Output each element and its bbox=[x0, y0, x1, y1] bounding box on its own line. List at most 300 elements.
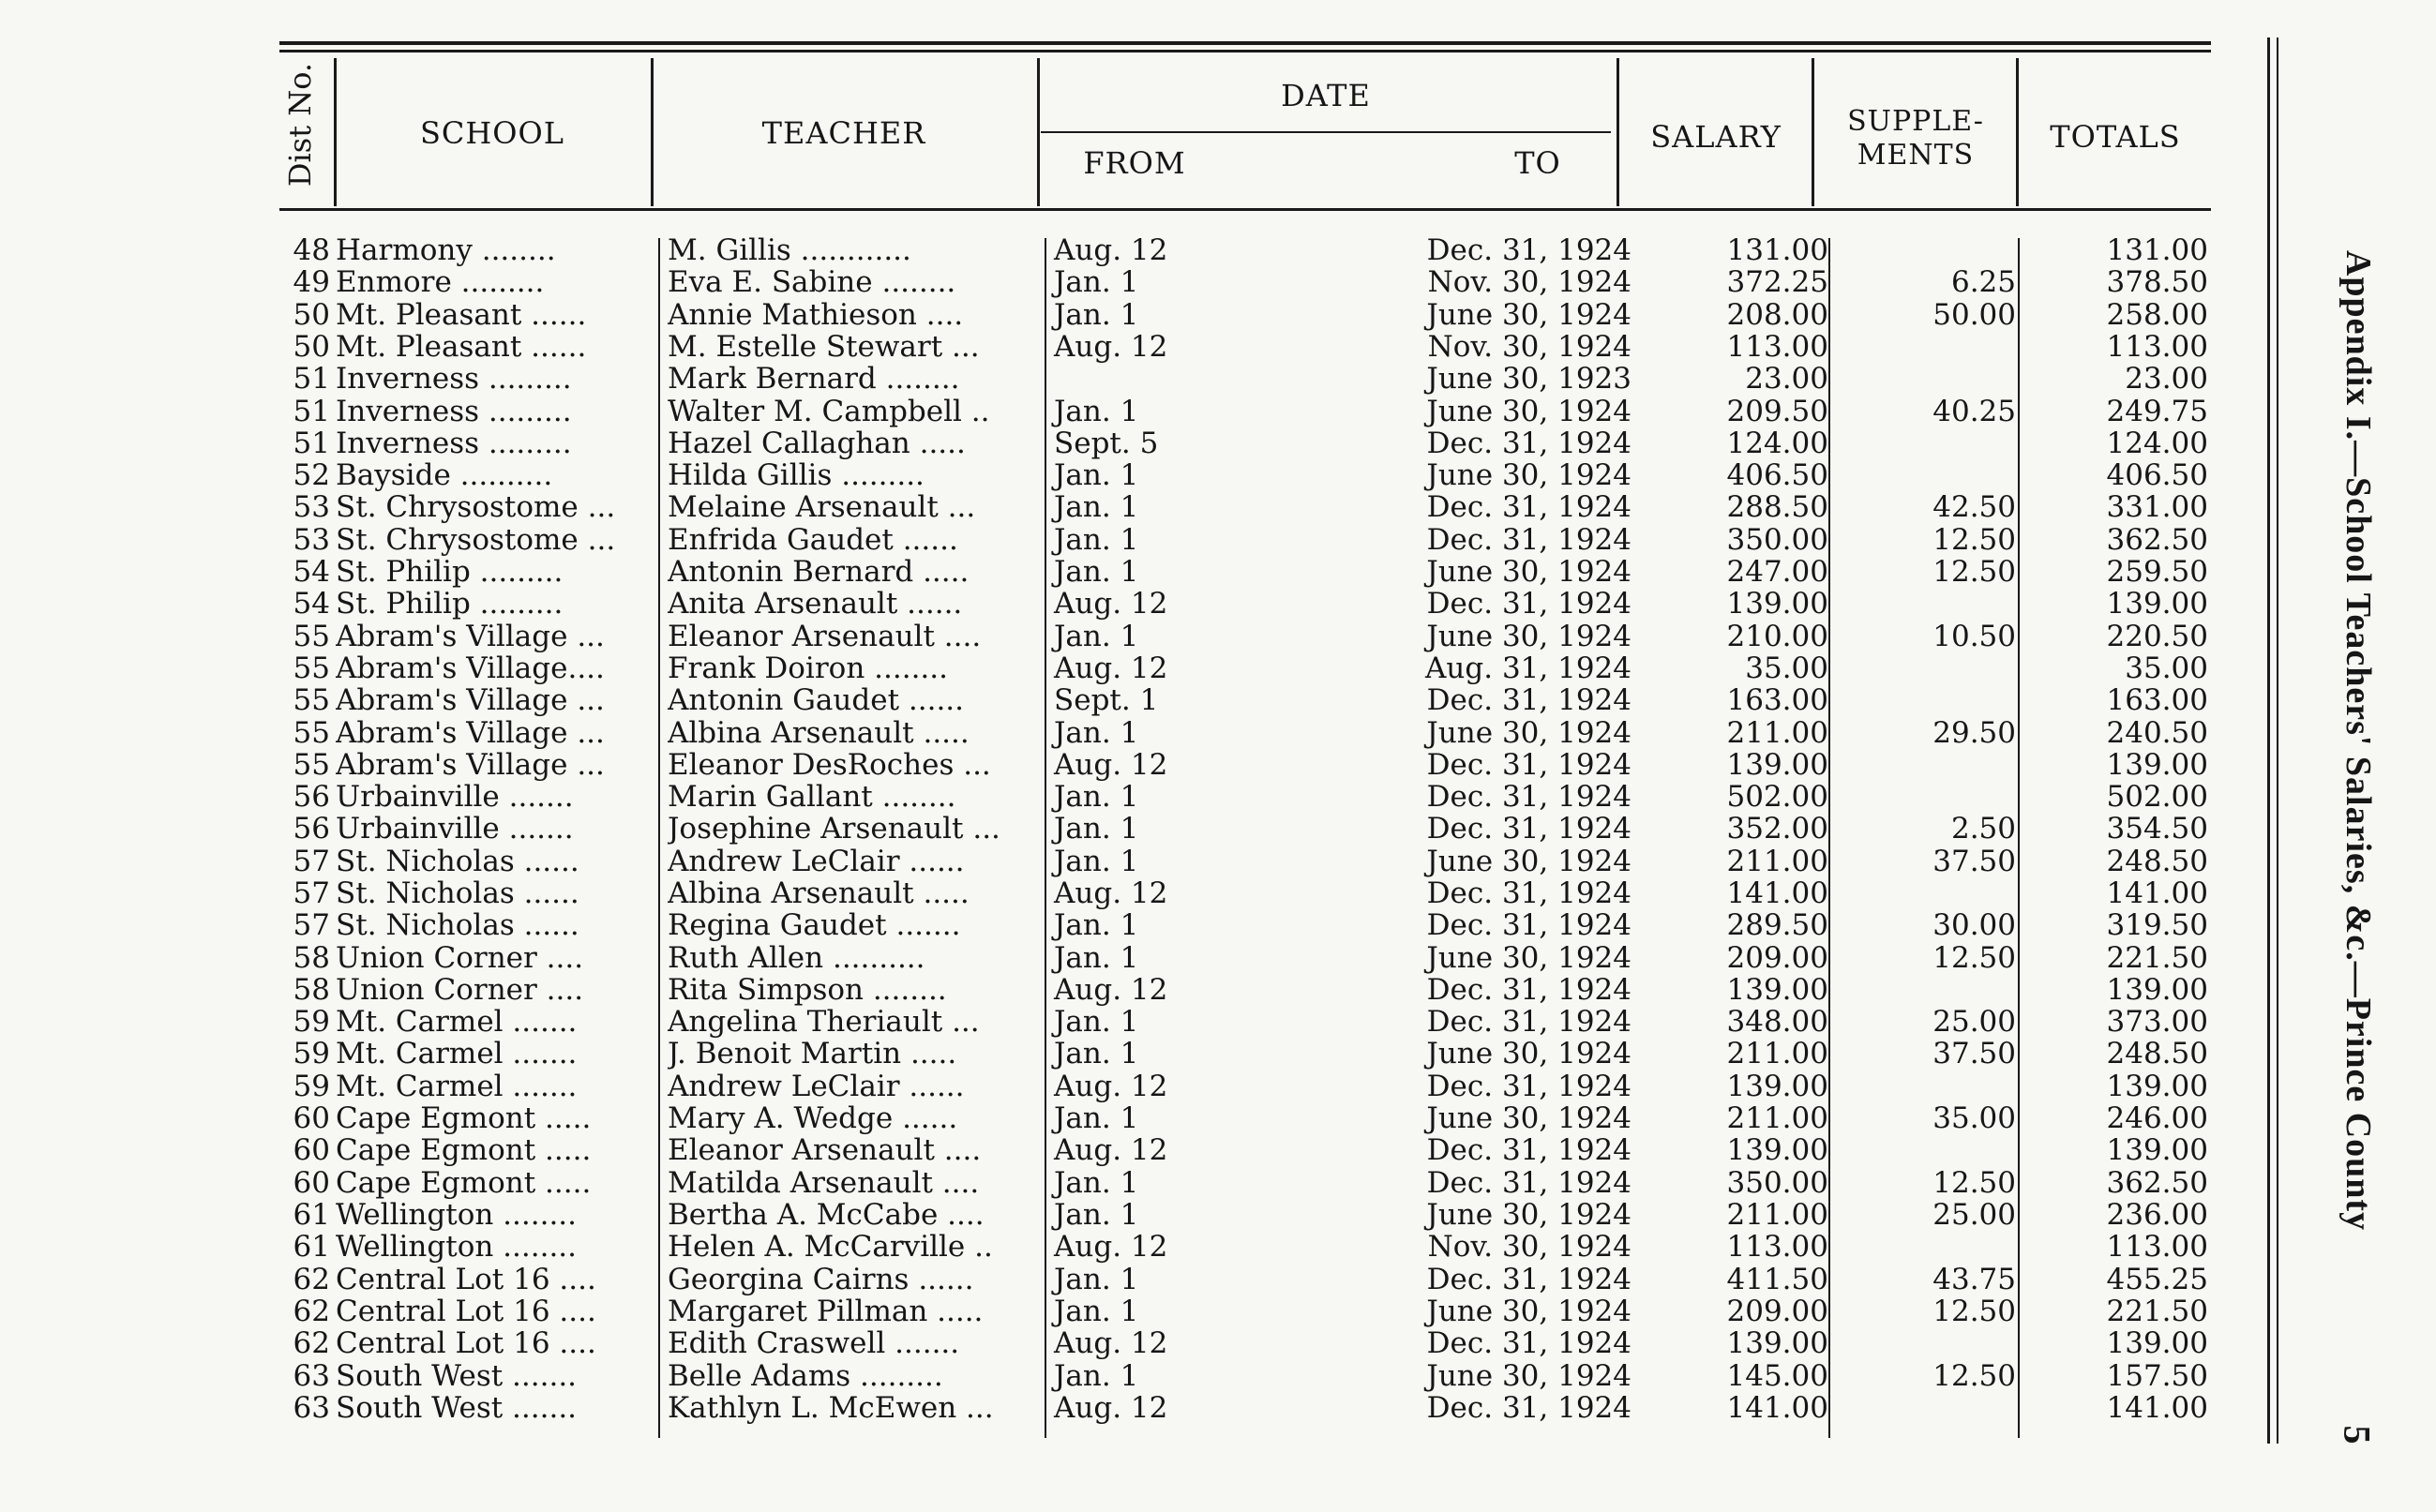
salary-cell: 139.00 bbox=[1726, 748, 1828, 782]
salary-cell: 289.50 bbox=[1726, 908, 1828, 942]
teacher-cell: Antonin Bernard ..... bbox=[668, 556, 970, 588]
dist-no-cell: 51 bbox=[293, 362, 330, 396]
school-cell: Cape Egmont ..... bbox=[336, 1167, 592, 1199]
table-row bbox=[0, 652, 2250, 684]
header-supplements-2: MENTS bbox=[1857, 139, 1975, 172]
table-row bbox=[0, 491, 2250, 523]
teacher-cell: Mark Bernard ........ bbox=[668, 363, 960, 395]
from-date-cell: Aug. 12 bbox=[1054, 1230, 1168, 1264]
supplements-cell: 43.75 bbox=[1932, 1263, 2016, 1296]
total-cell: 331.00 bbox=[2106, 490, 2208, 524]
total-cell: 157.50 bbox=[2106, 1359, 2208, 1393]
to-date-cell: Dec. 31, 1924 bbox=[1426, 490, 1632, 524]
to-date-cell: Dec. 31, 1924 bbox=[1426, 812, 1632, 846]
total-cell: 163.00 bbox=[2106, 683, 2208, 717]
salary-cell: 141.00 bbox=[1726, 1391, 1828, 1425]
teacher-cell: Andrew LeClair ...... bbox=[668, 846, 965, 877]
total-cell: 373.00 bbox=[2106, 1005, 2208, 1039]
salary-cell: 23.00 bbox=[1745, 362, 1828, 396]
teacher-cell: Edith Craswell ....... bbox=[668, 1327, 960, 1359]
teacher-cell: Matilda Arsenault .... bbox=[668, 1167, 980, 1199]
table-row bbox=[0, 1327, 2250, 1359]
from-date-cell: Jan. 1 bbox=[1054, 555, 1139, 589]
to-date-cell: June 30, 1924 bbox=[1426, 1101, 1632, 1135]
from-date-cell: Aug. 12 bbox=[1054, 876, 1168, 910]
table-row bbox=[0, 1360, 2250, 1392]
dist-no-cell: 52 bbox=[293, 458, 330, 492]
supplements-cell: 37.50 bbox=[1932, 845, 2016, 878]
from-date-cell: Jan. 1 bbox=[1054, 1005, 1139, 1039]
school-cell: Mt. Pleasant ...... bbox=[336, 331, 587, 363]
total-cell: 362.50 bbox=[2106, 523, 2208, 557]
school-cell: St. Chrysostome ... bbox=[336, 524, 616, 556]
total-cell: 221.50 bbox=[2106, 1295, 2208, 1328]
header-teacher: TEACHER bbox=[761, 115, 926, 151]
from-date-cell: Jan. 1 bbox=[1054, 941, 1139, 975]
header-sep-supp bbox=[2016, 58, 2019, 206]
salary-cell: 211.00 bbox=[1726, 845, 1828, 878]
table-row bbox=[0, 266, 2250, 298]
teacher-cell: Georgina Cairns ...... bbox=[668, 1264, 974, 1295]
to-date-cell: June 30, 1924 bbox=[1426, 298, 1632, 332]
from-date-cell: Jan. 1 bbox=[1054, 265, 1139, 299]
dist-no-cell: 50 bbox=[293, 298, 330, 332]
to-date-cell: Dec. 31, 1924 bbox=[1426, 1005, 1632, 1039]
dist-no-cell: 59 bbox=[293, 1005, 330, 1039]
header-to: TO bbox=[1514, 145, 1561, 181]
table-row bbox=[0, 459, 2250, 491]
from-date-cell: Aug. 12 bbox=[1054, 233, 1168, 267]
header-sep-school bbox=[651, 58, 654, 206]
total-cell: 113.00 bbox=[2106, 330, 2208, 364]
teacher-cell: Eleanor Arsenault .... bbox=[668, 621, 982, 652]
dist-no-cell: 56 bbox=[293, 812, 330, 846]
total-cell: 240.50 bbox=[2106, 716, 2208, 750]
top-rule bbox=[279, 41, 2211, 45]
from-date-cell: Jan. 1 bbox=[1054, 620, 1139, 653]
to-date-cell: Dec. 31, 1924 bbox=[1426, 523, 1632, 557]
salary-cell: 348.00 bbox=[1726, 1005, 1828, 1039]
teacher-cell: Eva E. Sabine ........ bbox=[668, 266, 956, 298]
supplements-cell: 12.50 bbox=[1932, 1359, 2016, 1393]
teacher-cell: Josephine Arsenault ... bbox=[668, 813, 1000, 845]
teacher-cell: Walter M. Campbell .. bbox=[668, 396, 990, 427]
salary-cell: 145.00 bbox=[1726, 1359, 1828, 1393]
supplements-cell: 10.50 bbox=[1932, 620, 2016, 653]
school-cell: Central Lot 16 .... bbox=[336, 1295, 596, 1327]
table-row bbox=[0, 1134, 2250, 1166]
dist-no-cell: 55 bbox=[293, 716, 330, 750]
dist-no-cell: 58 bbox=[293, 941, 330, 975]
salary-cell: 131.00 bbox=[1726, 233, 1828, 267]
school-cell: Abram's Village ... bbox=[336, 621, 605, 652]
table-row bbox=[0, 1264, 2250, 1295]
dist-no-cell: 56 bbox=[293, 780, 330, 814]
from-date-cell: Jan. 1 bbox=[1054, 1359, 1139, 1393]
dist-no-cell: 53 bbox=[293, 490, 330, 524]
teacher-cell: Helen A. McCarville .. bbox=[668, 1231, 993, 1263]
teacher-cell: Andrew LeClair ...... bbox=[668, 1070, 965, 1102]
from-date-cell: Aug. 12 bbox=[1054, 1070, 1168, 1103]
table-row bbox=[0, 621, 2250, 652]
total-cell: 139.00 bbox=[2106, 1070, 2208, 1103]
header-supplements-1: SUPPLE- bbox=[1847, 105, 1984, 138]
to-date-cell: June 30, 1924 bbox=[1426, 1295, 1632, 1328]
table-row bbox=[0, 717, 2250, 749]
header-from: FROM bbox=[1083, 145, 1186, 181]
teacher-cell: Anita Arsenault ...... bbox=[668, 588, 963, 620]
dist-no-cell: 60 bbox=[293, 1166, 330, 1200]
dist-no-cell: 54 bbox=[293, 555, 330, 589]
table-row bbox=[0, 299, 2250, 331]
table-row bbox=[0, 846, 2250, 877]
dist-no-cell: 60 bbox=[293, 1133, 330, 1167]
header-date: DATE bbox=[1281, 78, 1371, 113]
school-cell: Urbainville ....... bbox=[336, 781, 574, 813]
teacher-cell: Margaret Pillman ..... bbox=[668, 1295, 984, 1327]
school-cell: St. Nicholas ...... bbox=[336, 877, 579, 909]
total-cell: 258.00 bbox=[2106, 298, 2208, 332]
salary-cell: 352.00 bbox=[1726, 812, 1828, 846]
school-cell: Bayside .......... bbox=[336, 459, 553, 491]
from-date-cell: Jan. 1 bbox=[1054, 845, 1139, 878]
supplements-cell: 50.00 bbox=[1932, 298, 2016, 332]
to-date-cell: June 30, 1924 bbox=[1426, 941, 1632, 975]
total-cell: 259.50 bbox=[2106, 555, 2208, 589]
salary-cell: 139.00 bbox=[1726, 1326, 1828, 1360]
total-cell: 502.00 bbox=[2106, 780, 2208, 814]
total-cell: 113.00 bbox=[2106, 1230, 2208, 1264]
teacher-cell: Rita Simpson ........ bbox=[668, 974, 947, 1006]
table-row bbox=[0, 1199, 2250, 1231]
from-date-cell: Aug. 12 bbox=[1054, 651, 1168, 685]
salary-cell: 288.50 bbox=[1726, 490, 1828, 524]
school-cell: Inverness ......... bbox=[336, 396, 572, 427]
school-cell: Wellington ........ bbox=[336, 1199, 578, 1231]
from-date-cell: Jan. 1 bbox=[1054, 908, 1139, 942]
to-date-cell: Nov. 30, 1924 bbox=[1427, 330, 1632, 364]
school-cell: St. Chrysostome ... bbox=[336, 491, 616, 523]
table-row bbox=[0, 234, 2250, 266]
school-cell: Inverness ......... bbox=[336, 427, 572, 459]
teacher-cell: Albina Arsenault ..... bbox=[668, 877, 970, 909]
total-cell: 131.00 bbox=[2106, 233, 2208, 267]
teacher-cell: Regina Gaudet ....... bbox=[668, 909, 961, 941]
school-cell: Mt. Carmel ....... bbox=[336, 1006, 578, 1038]
header-dist-no: Dist No. bbox=[282, 62, 318, 187]
school-cell: Cape Egmont ..... bbox=[336, 1102, 592, 1134]
table-row bbox=[0, 331, 2250, 363]
supplements-cell: 40.25 bbox=[1932, 395, 2016, 428]
from-date-cell: Jan. 1 bbox=[1054, 1037, 1139, 1070]
table-row bbox=[0, 1167, 2250, 1199]
teacher-cell: J. Benoit Martin ..... bbox=[668, 1038, 957, 1070]
to-date-cell: June 30, 1924 bbox=[1426, 1198, 1632, 1232]
page-number: 5 bbox=[2336, 1425, 2379, 1444]
total-cell: 354.50 bbox=[2106, 812, 2208, 846]
table-row bbox=[0, 877, 2250, 909]
from-date-cell: Jan. 1 bbox=[1054, 812, 1139, 846]
teacher-cell: Bertha A. McCabe .... bbox=[668, 1199, 985, 1231]
dist-no-cell: 54 bbox=[293, 587, 330, 621]
total-cell: 220.50 bbox=[2106, 620, 2208, 653]
salary-cell: 141.00 bbox=[1726, 876, 1828, 910]
total-cell: 141.00 bbox=[2106, 1391, 2208, 1425]
teacher-cell: Marin Gallant ........ bbox=[668, 781, 956, 813]
to-date-cell: Dec. 31, 1924 bbox=[1426, 587, 1632, 621]
dist-no-cell: 59 bbox=[293, 1037, 330, 1070]
table-row bbox=[0, 363, 2250, 395]
total-cell: 378.50 bbox=[2106, 265, 2208, 299]
dist-no-cell: 62 bbox=[293, 1263, 330, 1296]
school-cell: Urbainville ....... bbox=[336, 813, 574, 845]
salary-cell: 113.00 bbox=[1726, 330, 1828, 364]
header-sep-dist bbox=[334, 58, 337, 206]
right-margin-rule bbox=[2267, 37, 2270, 1444]
teacher-cell: Mary A. Wedge ...... bbox=[668, 1102, 958, 1134]
dist-no-cell: 60 bbox=[293, 1101, 330, 1135]
salary-cell: 139.00 bbox=[1726, 973, 1828, 1007]
to-date-cell: Dec. 31, 1924 bbox=[1426, 1263, 1632, 1296]
dist-no-cell: 59 bbox=[293, 1070, 330, 1103]
to-date-cell: June 30, 1924 bbox=[1426, 1359, 1632, 1393]
school-cell: South West ....... bbox=[336, 1360, 578, 1392]
dist-no-cell: 55 bbox=[293, 683, 330, 717]
dist-no-cell: 58 bbox=[293, 973, 330, 1007]
total-cell: 248.50 bbox=[2106, 845, 2208, 878]
top-rule-inner bbox=[279, 50, 2211, 52]
table-row bbox=[0, 909, 2250, 941]
teacher-cell: Angelina Theriault ... bbox=[668, 1006, 980, 1038]
table-row bbox=[0, 556, 2250, 588]
school-cell: St. Nicholas ...... bbox=[336, 846, 579, 877]
from-date-cell: Aug. 12 bbox=[1054, 587, 1168, 621]
from-date-cell: Jan. 1 bbox=[1054, 1263, 1139, 1296]
from-date-cell: Jan. 1 bbox=[1054, 780, 1139, 814]
to-date-cell: June 30, 1924 bbox=[1426, 620, 1632, 653]
from-date-cell: Aug. 12 bbox=[1054, 330, 1168, 364]
school-cell: Abram's Village ... bbox=[336, 684, 605, 716]
to-date-cell: Dec. 31, 1924 bbox=[1426, 1133, 1632, 1167]
header-salary: SALARY bbox=[1650, 119, 1782, 155]
from-date-cell: Jan. 1 bbox=[1054, 298, 1139, 332]
from-date-cell: Aug. 12 bbox=[1054, 1326, 1168, 1360]
school-cell: St. Philip ......... bbox=[336, 588, 564, 620]
dist-no-cell: 61 bbox=[293, 1198, 330, 1232]
table-row bbox=[0, 781, 2250, 813]
total-cell: 248.50 bbox=[2106, 1037, 2208, 1070]
salary-cell: 124.00 bbox=[1726, 427, 1828, 460]
from-date-cell: Jan. 1 bbox=[1054, 716, 1139, 750]
table-row bbox=[0, 396, 2250, 427]
supplements-cell: 37.50 bbox=[1932, 1037, 2016, 1070]
teacher-cell: Albina Arsenault ..... bbox=[668, 717, 970, 749]
to-date-cell: Dec. 31, 1924 bbox=[1426, 1070, 1632, 1103]
teacher-cell: Frank Doiron ........ bbox=[668, 652, 948, 684]
header-sep-date bbox=[1616, 58, 1619, 206]
school-cell: Abram's Village ... bbox=[336, 749, 605, 781]
supplements-cell: 6.25 bbox=[1950, 265, 2016, 299]
dist-no-cell: 62 bbox=[293, 1326, 330, 1360]
to-date-cell: Dec. 31, 1924 bbox=[1426, 973, 1632, 1007]
teacher-cell: Belle Adams ......... bbox=[668, 1360, 943, 1392]
table-row bbox=[0, 1070, 2250, 1102]
teacher-cell: Annie Mathieson .... bbox=[668, 299, 964, 331]
total-cell: 319.50 bbox=[2106, 908, 2208, 942]
dist-no-cell: 57 bbox=[293, 845, 330, 878]
to-date-cell: Nov. 30, 1924 bbox=[1427, 265, 1632, 299]
teacher-cell: Hilda Gillis ......... bbox=[668, 459, 925, 491]
table-row bbox=[0, 1038, 2250, 1070]
supplements-cell: 29.50 bbox=[1932, 716, 2016, 750]
dist-no-cell: 61 bbox=[293, 1230, 330, 1264]
table-row bbox=[0, 1102, 2250, 1134]
supplements-cell: 2.50 bbox=[1950, 812, 2016, 846]
school-cell: South West ....... bbox=[336, 1392, 578, 1424]
header-bottom-rule bbox=[279, 208, 2211, 211]
to-date-cell: Nov. 30, 1924 bbox=[1427, 1230, 1632, 1264]
salary-cell: 209.00 bbox=[1726, 941, 1828, 975]
table-row bbox=[0, 427, 2250, 459]
salary-cell: 35.00 bbox=[1745, 651, 1828, 685]
date-sub-rule bbox=[1041, 131, 1611, 133]
from-date-cell: Jan. 1 bbox=[1054, 458, 1139, 492]
table-row bbox=[0, 1295, 2250, 1327]
total-cell: 406.50 bbox=[2106, 458, 2208, 492]
school-cell: Cape Egmont ..... bbox=[336, 1134, 592, 1166]
salary-cell: 211.00 bbox=[1726, 1101, 1828, 1135]
total-cell: 124.00 bbox=[2106, 427, 2208, 460]
dist-no-cell: 57 bbox=[293, 908, 330, 942]
from-date-cell: Jan. 1 bbox=[1054, 1295, 1139, 1328]
salary-cell: 139.00 bbox=[1726, 587, 1828, 621]
total-cell: 362.50 bbox=[2106, 1166, 2208, 1200]
from-date-cell: Jan. 1 bbox=[1054, 1101, 1139, 1135]
dist-no-cell: 55 bbox=[293, 620, 330, 653]
to-date-cell: Dec. 31, 1924 bbox=[1426, 908, 1632, 942]
to-date-cell: June 30, 1924 bbox=[1426, 458, 1632, 492]
from-date-cell: Jan. 1 bbox=[1054, 490, 1139, 524]
table-row bbox=[0, 1392, 2250, 1424]
to-date-cell: Dec. 31, 1924 bbox=[1426, 1391, 1632, 1425]
dist-no-cell: 63 bbox=[293, 1391, 330, 1425]
table-row bbox=[0, 1006, 2250, 1038]
to-date-cell: Dec. 31, 1924 bbox=[1426, 1166, 1632, 1200]
to-date-cell: June 30, 1923 bbox=[1426, 362, 1632, 396]
dist-no-cell: 62 bbox=[293, 1295, 330, 1328]
salary-cell: 208.00 bbox=[1726, 298, 1828, 332]
supplements-cell: 12.50 bbox=[1932, 941, 2016, 975]
school-cell: Harmony ........ bbox=[336, 234, 556, 266]
to-date-cell: Dec. 31, 1924 bbox=[1426, 780, 1632, 814]
to-date-cell: Dec. 31, 1924 bbox=[1426, 427, 1632, 460]
school-cell: Union Corner .... bbox=[336, 974, 584, 1006]
from-date-cell: Jan. 1 bbox=[1054, 1198, 1139, 1232]
dist-no-cell: 48 bbox=[293, 233, 330, 267]
supplements-cell: 35.00 bbox=[1932, 1101, 2016, 1135]
total-cell: 221.50 bbox=[2106, 941, 2208, 975]
teacher-cell: Eleanor DesRoches ... bbox=[668, 749, 991, 781]
salary-cell: 209.00 bbox=[1726, 1295, 1828, 1328]
to-date-cell: June 30, 1924 bbox=[1426, 555, 1632, 589]
to-date-cell: June 30, 1924 bbox=[1426, 1037, 1632, 1070]
supplements-cell: 30.00 bbox=[1932, 908, 2016, 942]
teacher-cell: Enfrida Gaudet ...... bbox=[668, 524, 958, 556]
school-cell: Central Lot 16 .... bbox=[336, 1327, 596, 1359]
table-row bbox=[0, 942, 2250, 974]
supplements-cell: 12.50 bbox=[1932, 555, 2016, 589]
total-cell: 139.00 bbox=[2106, 748, 2208, 782]
total-cell: 139.00 bbox=[2106, 1326, 2208, 1360]
table-row bbox=[0, 524, 2250, 556]
total-cell: 35.00 bbox=[2125, 651, 2208, 685]
school-cell: Abram's Village.... bbox=[336, 652, 605, 684]
salary-cell: 211.00 bbox=[1726, 1198, 1828, 1232]
school-cell: Inverness ......... bbox=[336, 363, 572, 395]
salary-cell: 350.00 bbox=[1726, 523, 1828, 557]
dist-no-cell: 55 bbox=[293, 748, 330, 782]
header-school: SCHOOL bbox=[419, 115, 565, 151]
to-date-cell: June 30, 1924 bbox=[1426, 845, 1632, 878]
salary-cell: 350.00 bbox=[1726, 1166, 1828, 1200]
school-cell: Union Corner .... bbox=[336, 942, 584, 974]
right-margin-rule-inner bbox=[2277, 37, 2278, 1444]
dist-no-cell: 49 bbox=[293, 265, 330, 299]
teacher-cell: Antonin Gaudet ...... bbox=[668, 684, 965, 716]
from-date-cell: Jan. 1 bbox=[1054, 395, 1139, 428]
total-cell: 139.00 bbox=[2106, 1133, 2208, 1167]
table-row bbox=[0, 684, 2250, 716]
dist-no-cell: 53 bbox=[293, 523, 330, 557]
supplements-cell: 12.50 bbox=[1932, 1166, 2016, 1200]
from-date-cell: Aug. 12 bbox=[1054, 1391, 1168, 1425]
total-cell: 139.00 bbox=[2106, 973, 2208, 1007]
salary-cell: 406.50 bbox=[1726, 458, 1828, 492]
to-date-cell: Aug. 31, 1924 bbox=[1425, 651, 1632, 685]
school-cell: Mt. Carmel ....... bbox=[336, 1038, 578, 1070]
dist-no-cell: 57 bbox=[293, 876, 330, 910]
total-cell: 246.00 bbox=[2106, 1101, 2208, 1135]
total-cell: 141.00 bbox=[2106, 876, 2208, 910]
dist-no-cell: 51 bbox=[293, 427, 330, 460]
salary-cell: 163.00 bbox=[1726, 683, 1828, 717]
total-cell: 455.25 bbox=[2106, 1263, 2208, 1296]
dist-no-cell: 63 bbox=[293, 1359, 330, 1393]
supplements-cell: 25.00 bbox=[1932, 1005, 2016, 1039]
to-date-cell: Dec. 31, 1924 bbox=[1426, 683, 1632, 717]
school-cell: Wellington ........ bbox=[336, 1231, 578, 1263]
table-row bbox=[0, 588, 2250, 620]
teacher-cell: Eleanor Arsenault .... bbox=[668, 1134, 982, 1166]
total-cell: 249.75 bbox=[2106, 395, 2208, 428]
to-date-cell: Dec. 31, 1924 bbox=[1426, 233, 1632, 267]
side-title: Appendix I.—School Teachers' Salaries, &c.—Prince County bbox=[2338, 249, 2378, 1232]
salary-cell: 211.00 bbox=[1726, 716, 1828, 750]
header-sep-salary bbox=[1812, 58, 1814, 206]
header-totals: TOTALS bbox=[2050, 119, 2181, 155]
from-date-cell: Sept. 5 bbox=[1054, 427, 1159, 460]
school-cell: St. Philip ......... bbox=[336, 556, 564, 588]
school-cell: Central Lot 16 .... bbox=[336, 1264, 596, 1295]
teacher-cell: M. Gillis ............ bbox=[668, 234, 911, 266]
table-row bbox=[0, 749, 2250, 781]
total-cell: 23.00 bbox=[2125, 362, 2208, 396]
to-date-cell: Dec. 31, 1924 bbox=[1426, 1326, 1632, 1360]
school-cell: Enmore ......... bbox=[336, 266, 545, 298]
teacher-cell: Kathlyn L. McEwen ... bbox=[668, 1392, 994, 1424]
teacher-cell: M. Estelle Stewart ... bbox=[668, 331, 980, 363]
salary-cell: 372.25 bbox=[1726, 265, 1828, 299]
